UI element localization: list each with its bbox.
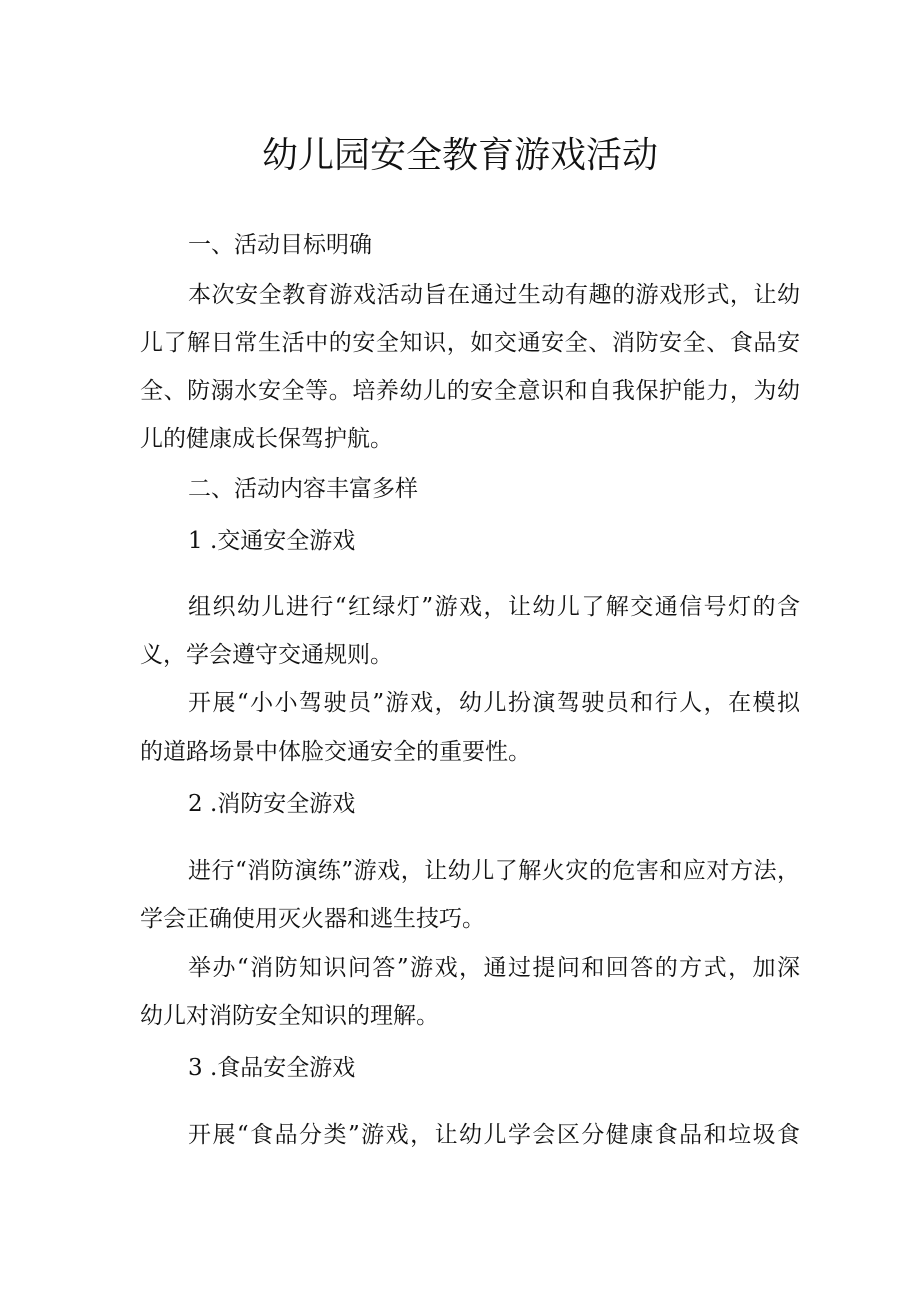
paragraph-line: 开展“小小驾驶员”游戏，幼儿扮演驾驶员和行人，在模拟: [188, 690, 800, 716]
paragraph-line: 全、防溺水安全等。培养幼儿的安全意识和自我保护能力，为幼: [140, 378, 800, 404]
paragraph-line: 开展“食品分类”游戏，让幼儿学会区分健康食品和垃圾食: [188, 1122, 800, 1148]
paragraph-line: 幼儿对消防安全知识的理解。: [140, 1003, 439, 1029]
paragraph-line: 儿的健康成长保驾护航。: [140, 426, 393, 452]
paragraph-line: 儿了解日常生活中的安全知识，如交通安全、消防安全、食品安: [140, 330, 800, 356]
paragraph-line: 举办“消防知识问答”游戏，通过提问和回答的方式，加深: [188, 955, 800, 981]
document-title: 幼儿园安全教育游戏活动: [261, 135, 658, 176]
subsection-heading-food: 3 .食品安全游戏: [188, 1055, 356, 1081]
paragraph-line: 的道路场景中体脸交通安全的重要性。: [140, 739, 531, 765]
paragraph-line: 义，学会遵守交通规则。: [140, 642, 393, 668]
paragraph-line: 本次安全教育游戏活动旨在通过生动有趣的游戏形式，让幼: [188, 282, 800, 308]
subsection-heading-traffic: 1 .交通安全游戏: [188, 528, 356, 554]
subsection-heading-fire: 2 .消防安全游戏: [188, 791, 356, 817]
section-heading-2: 二、活动内容丰富多样: [188, 476, 418, 502]
section-heading-1: 一、活动目标明确: [188, 232, 372, 258]
paragraph-line: 组织幼儿进行“红绿灯”游戏，让幼儿了解交通信号灯的含: [188, 594, 800, 620]
paragraph-line: 学会正确使用灭火器和逃生技巧。: [140, 906, 485, 932]
paragraph-line: 进行“消防演练”游戏，让幼儿了解火灾的危害和应对方法，: [188, 858, 800, 884]
